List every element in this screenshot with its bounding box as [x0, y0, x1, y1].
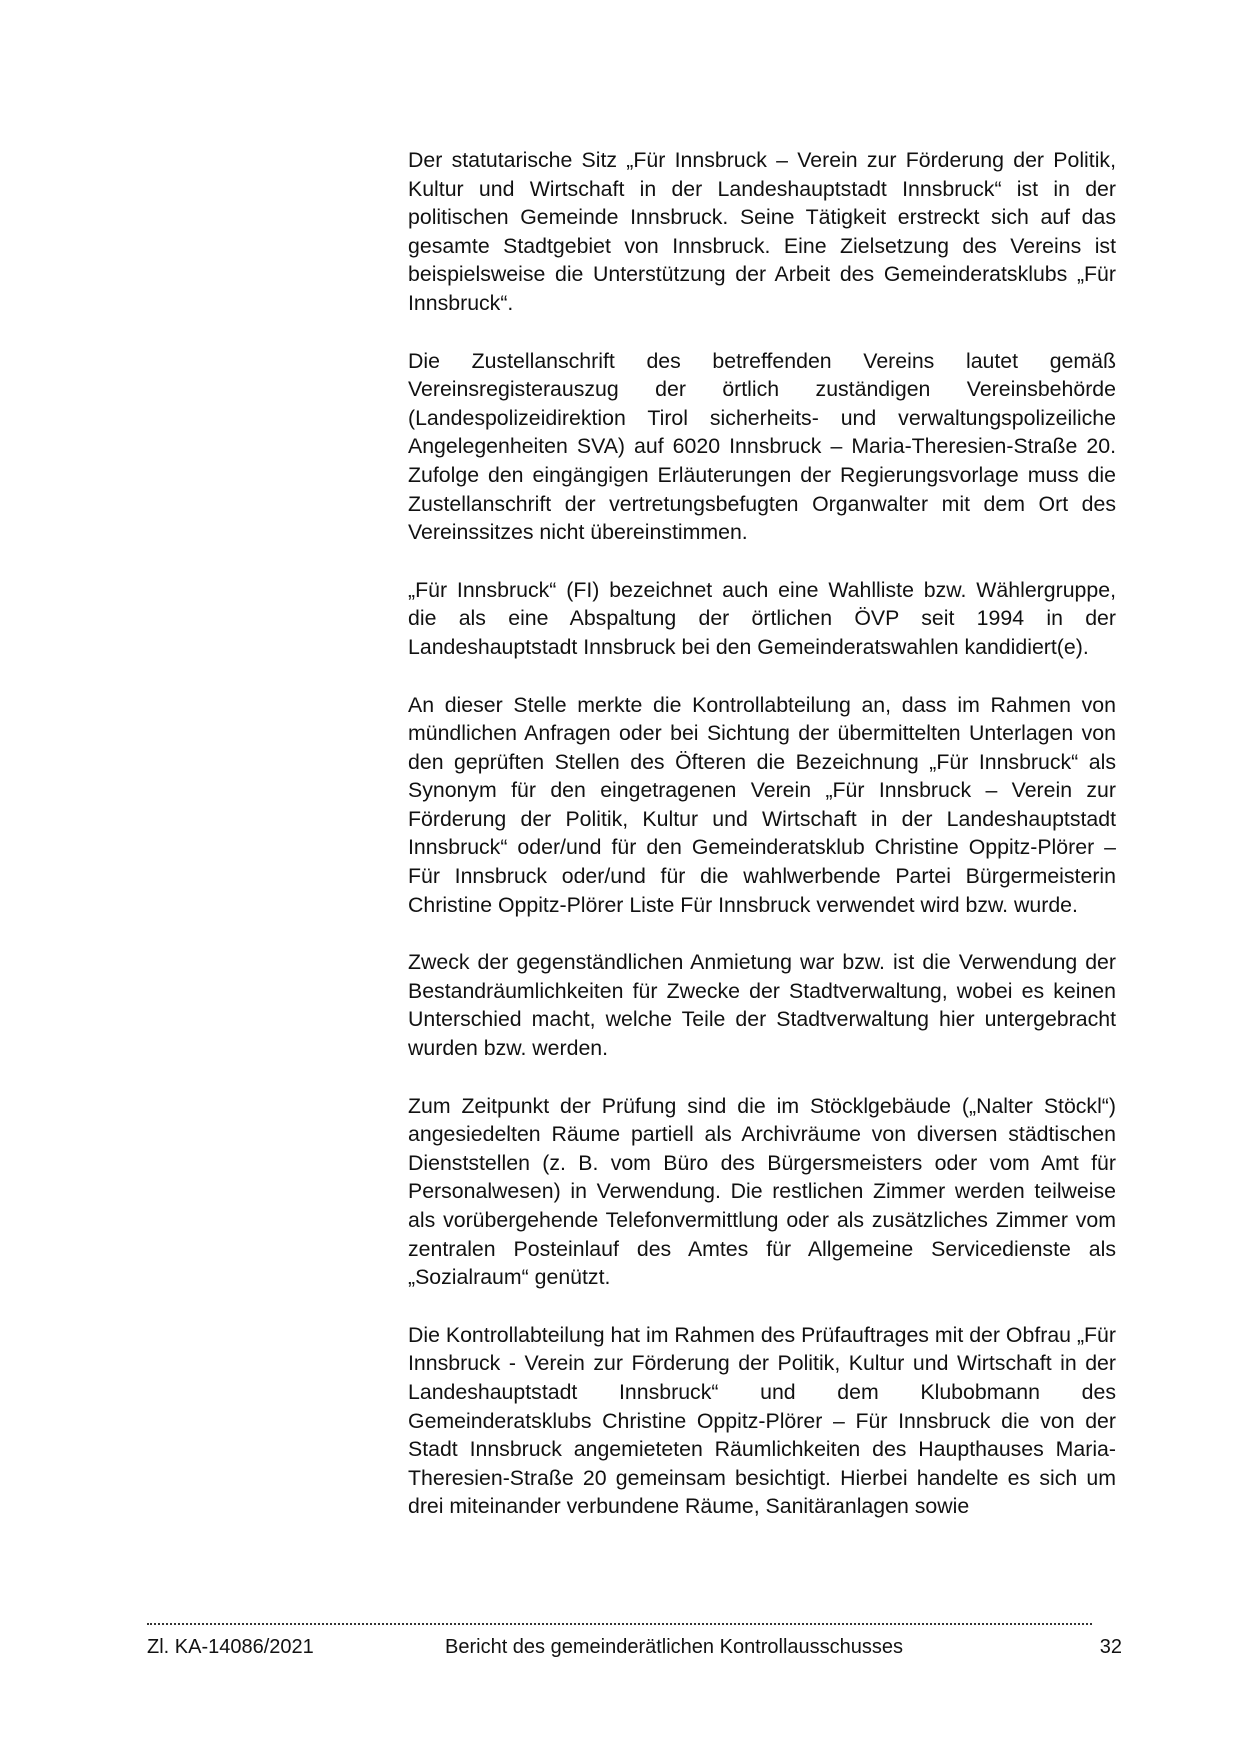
paragraph-room-usage: Zum Zeitpunkt der Prüfung sind die im Stöcklgebäude („Nalter Stöckl“) angesiedelten Räume partiell als Archivräume von diversen städtischen Dienststellen (z. B. vom Büro des Bürgersmeisters oder vom Amt für Personalwesen) in Verwendung. Die restlichen Zimmer werden teilweise als vorübergehende Telefonvermittlung oder als zusätzliches Zimmer vom zentralen Posteinlauf des Amtes für Allgemeine Servicedienste als „Sozialraum“ genützt.: [408, 1093, 1116, 1290]
paragraph-inspection: Die Kontrollabteilung hat im Rahmen des Prüfauftrages mit der Obfrau „Für Innsbruck - Verein zur Förderung der Politik, Kultur und Wirtschaft in der Landeshauptstadt Innsbruck“ und dem Klubobmann des Gemeinderatsklubs Christine Oppitz-Plörer – Für Innsbruck die von der Stadt Innsbruck angemieteten Räumlichkeiten des Haupthauses Maria-Theresien-Straße 20 gemeinsam besichtigt. Hierbei handelte es sich um drei miteinander verbundene Räume, Sanitäranlagen sowie: [408, 1322, 1116, 1519]
footer-divider: [147, 1623, 1092, 1625]
footer-reference: Zl. KA-14086/2021: [147, 1636, 314, 1658]
paragraph-rental-purpose: Zweck der gegenständlichen Anmietung war bzw. ist die Verwendung der Bestandräumlichkeiten für Zwecke der Stadtverwaltung, wobei es keinen Unterschied macht, welche Teile der Stadtverwaltung hier untergebracht wurden bzw. werden.: [408, 950, 1116, 1061]
paragraph-electoral-list: „Für Innsbruck“ (FI) bezeichnet auch eine Wahlliste bzw. Wählergruppe, die als eine Abspaltung der örtlichen ÖVP seit 1994 in der Landeshauptstadt Innsbruck bei den Gemeinderatswahlen kandidiert(e).: [408, 577, 1116, 659]
paragraph-delivery-address: Die Zustellanschrift des betreffenden Vereins lautet gemäß Vereinsregisterauszug der örtlich zuständigen Vereinsbehörde (Landespolizeidirektion Tirol sicherheits- und verwaltungspolizeiliche Angelegenheiten SVA) auf 6020 Innsbruck – Maria-Theresien-Straße 20. Zufolge den eingängigen Erläuterungen der Regierungsvorlage muss die Zustellanschrift der vertretungsbefugten Organwalter mit dem Ort des Vereinssitzes nicht übereinstimmen.: [408, 348, 1116, 545]
body-text: [408, 146, 1116, 1550]
paragraph-audit-remark: An dieser Stelle merkte die Kontrollabteilung an, dass im Rahmen von mündlichen Anfragen oder bei Sichtung der übermittelten Unterlagen von den geprüften Stellen des Öfteren die Bezeichnung „Für Innsbruck“ als Synonym für den eingetragenen Verein „Für Innsbruck – Verein zur Förderung der Politik, Kultur und Wirtschaft in der Landeshauptstadt Innsbruck“ oder/und für den Gemeinderatsklub Christine Oppitz-Plörer – Für Innsbruck oder/und für die wahlwerbende Partei Bürgermeisterin Christine Oppitz-Plörer Liste Für Innsbruck verwendet wird bzw. wurde.: [408, 692, 1116, 917]
page-number: 32: [1099, 1636, 1122, 1658]
page-footer: [147, 1634, 1122, 1660]
footer-title: Bericht des gemeinderätlichen Kontrollausschusses: [445, 1636, 904, 1658]
paragraph-statutory-seat: Der statutarische Sitz „Für Innsbruck – Verein zur Förderung der Politik, Kultur und Wirtschaft in der Landeshauptstadt Innsbruck“ ist in der politischen Gemeinde Innsbruck. Seine Tätigkeit erstreckt sich auf das gesamte Stadtgebiet von Innsbruck. Eine Zielsetzung des Vereins ist beispielsweise die Unterstützung der Arbeit des Gemeinderatsklubs „Für Innsbruck“.: [408, 148, 1116, 315]
